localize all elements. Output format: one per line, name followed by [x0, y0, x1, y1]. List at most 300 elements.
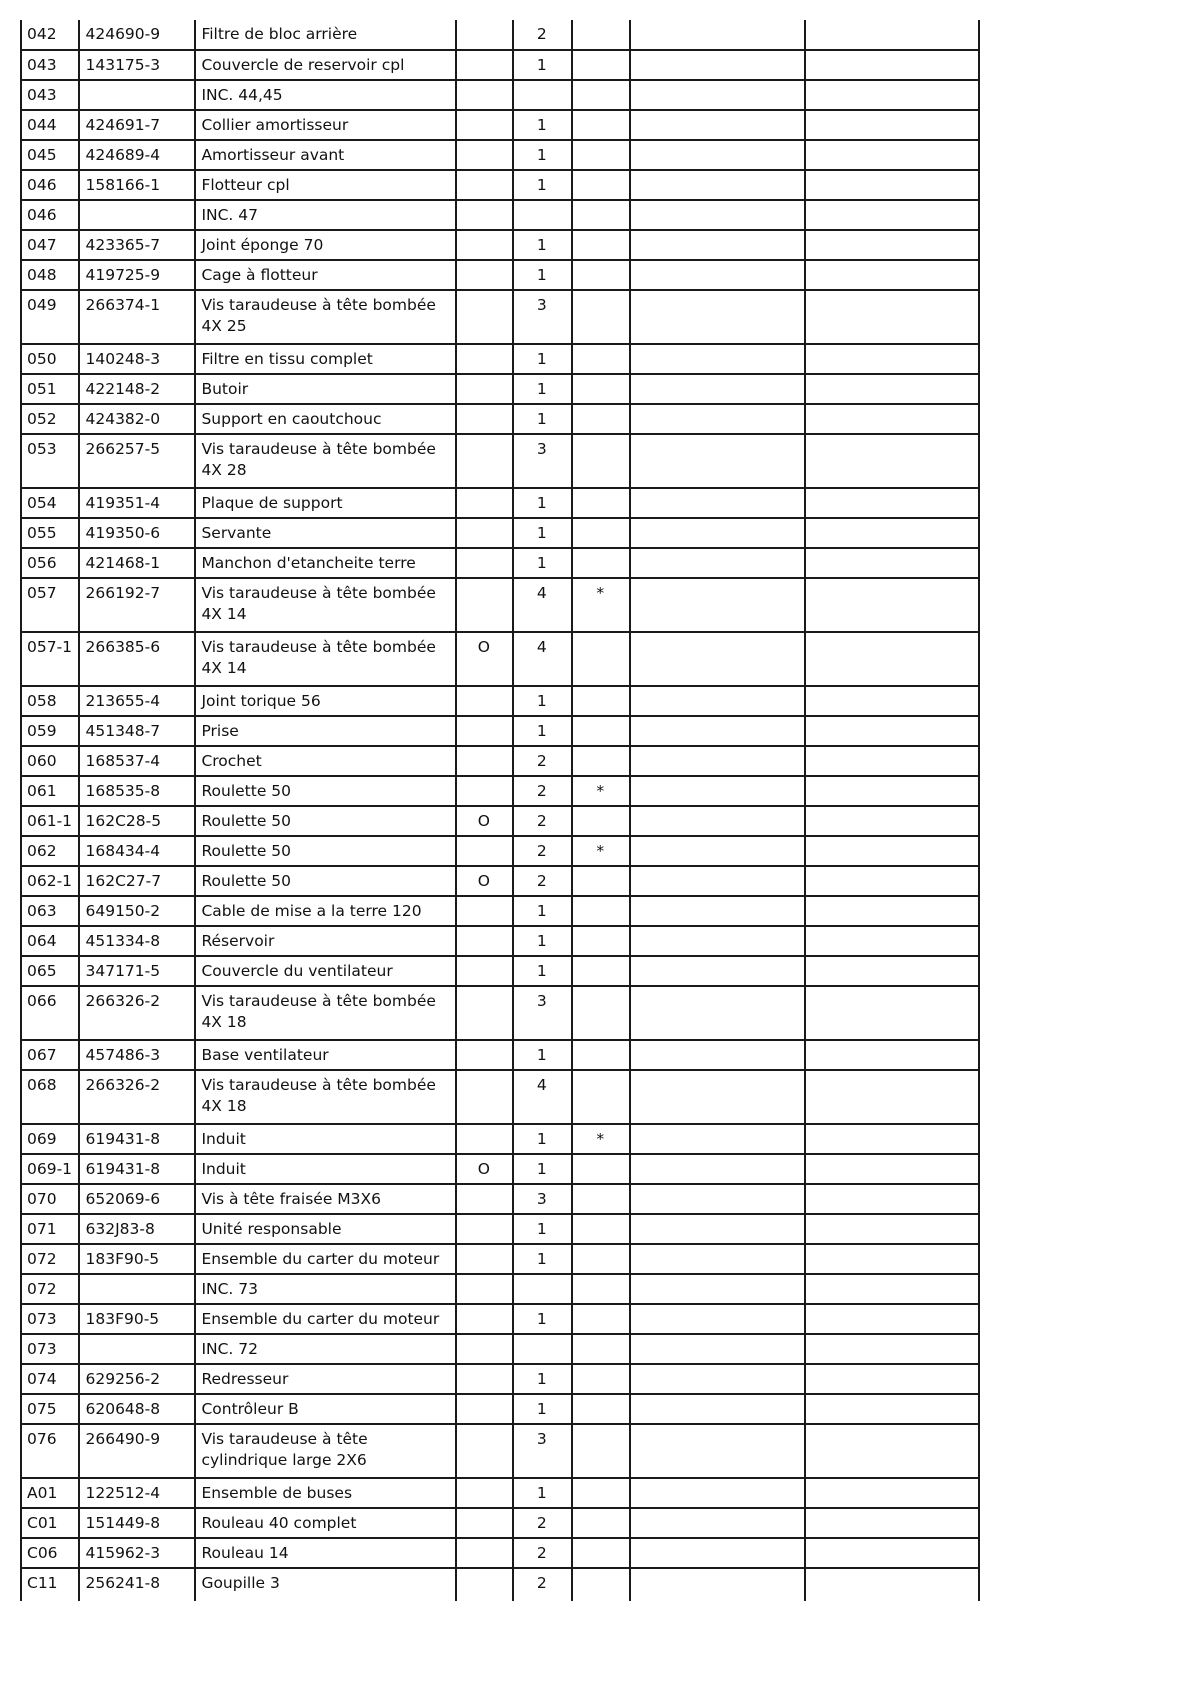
option-cell: [456, 1124, 513, 1154]
option-cell: [456, 140, 513, 170]
part-number-cell: 652069-6: [79, 1184, 195, 1214]
part-number-cell: 419725-9: [79, 260, 195, 290]
item-number-cell: 048: [21, 260, 79, 290]
marker-cell: [572, 1478, 630, 1508]
description-cell: Unité responsable: [195, 1214, 455, 1244]
item-number-cell: C06: [21, 1538, 79, 1568]
item-number-cell: 057-1: [21, 632, 79, 686]
blank-cell: [805, 80, 980, 110]
part-number-cell: [79, 80, 195, 110]
option-cell: [456, 926, 513, 956]
quantity-cell: 1: [513, 1040, 571, 1070]
item-number-cell: 062-1: [21, 866, 79, 896]
blank-cell: [805, 926, 980, 956]
blank-cell: [630, 806, 804, 836]
option-cell: O: [456, 632, 513, 686]
quantity-cell: 1: [513, 1124, 571, 1154]
option-cell: [456, 488, 513, 518]
blank-cell: [805, 260, 980, 290]
table-row: [21, 1244, 979, 1274]
blank-cell: [805, 1214, 980, 1244]
blank-cell: [805, 578, 980, 632]
item-number-cell: 071: [21, 1214, 79, 1244]
marker-cell: [572, 260, 630, 290]
option-cell: [456, 20, 513, 50]
blank-cell: [805, 866, 980, 896]
table-row: [21, 260, 979, 290]
item-number-cell: 069: [21, 1124, 79, 1154]
option-cell: [456, 548, 513, 578]
table-row: [21, 50, 979, 80]
blank-cell: [805, 956, 980, 986]
item-number-cell: 052: [21, 404, 79, 434]
table-row: [21, 686, 979, 716]
blank-cell: [805, 1070, 980, 1124]
marker-cell: [572, 1304, 630, 1334]
marker-cell: [572, 866, 630, 896]
part-number-cell: [79, 1334, 195, 1364]
part-number-cell: [79, 200, 195, 230]
quantity-cell: [513, 80, 571, 110]
option-cell: [456, 836, 513, 866]
part-number-cell: 632J83-8: [79, 1214, 195, 1244]
item-number-cell: 054: [21, 488, 79, 518]
part-number-cell: 162C27-7: [79, 866, 195, 896]
quantity-cell: 1: [513, 956, 571, 986]
part-number-cell: 183F90-5: [79, 1244, 195, 1274]
blank-cell: [630, 170, 804, 200]
description-cell: Ensemble de buses: [195, 1478, 455, 1508]
blank-cell: [805, 1040, 980, 1070]
table-row: [21, 1334, 979, 1364]
item-number-cell: 049: [21, 290, 79, 344]
blank-cell: [805, 1568, 980, 1601]
description-cell: Réservoir: [195, 926, 455, 956]
part-number-cell: 122512-4: [79, 1478, 195, 1508]
blank-cell: [630, 1244, 804, 1274]
option-cell: [456, 290, 513, 344]
blank-cell: [630, 1538, 804, 1568]
blank-cell: [630, 1124, 804, 1154]
part-number-cell: 183F90-5: [79, 1304, 195, 1334]
part-number-cell: 619431-8: [79, 1124, 195, 1154]
quantity-cell: [513, 200, 571, 230]
option-cell: O: [456, 866, 513, 896]
description-cell: Filtre de bloc arrière: [195, 20, 455, 50]
item-number-cell: A01: [21, 1478, 79, 1508]
quantity-cell: 2: [513, 20, 571, 50]
description-cell: Vis taraudeuse à tête bombée 4X 25: [195, 290, 455, 344]
part-number-cell: 347171-5: [79, 956, 195, 986]
blank-cell: [630, 488, 804, 518]
blank-cell: [630, 404, 804, 434]
option-cell: [456, 1334, 513, 1364]
item-number-cell: 051: [21, 374, 79, 404]
blank-cell: [805, 1274, 980, 1304]
marker-cell: [572, 230, 630, 260]
blank-cell: [805, 1244, 980, 1274]
table-row: [21, 956, 979, 986]
quantity-cell: 2: [513, 1538, 571, 1568]
table-row: [21, 488, 979, 518]
part-number-cell: 168434-4: [79, 836, 195, 866]
option-cell: [456, 200, 513, 230]
part-number-cell: 266490-9: [79, 1424, 195, 1478]
blank-cell: [805, 632, 980, 686]
table-row: [21, 110, 979, 140]
table-row: [21, 1124, 979, 1154]
marker-cell: [572, 1334, 630, 1364]
blank-cell: [805, 1538, 980, 1568]
table-row: [21, 170, 979, 200]
table-row: [21, 1304, 979, 1334]
blank-cell: [805, 896, 980, 926]
quantity-cell: 1: [513, 1154, 571, 1184]
part-number-cell: 266326-2: [79, 1070, 195, 1124]
table-row: [21, 926, 979, 956]
quantity-cell: 1: [513, 1304, 571, 1334]
option-cell: [456, 1070, 513, 1124]
quantity-cell: 2: [513, 1568, 571, 1601]
option-cell: [456, 518, 513, 548]
blank-cell: [630, 344, 804, 374]
blank-cell: [630, 578, 804, 632]
blank-cell: [630, 1478, 804, 1508]
option-cell: [456, 1214, 513, 1244]
option-cell: [456, 344, 513, 374]
blank-cell: [805, 488, 980, 518]
quantity-cell: 1: [513, 230, 571, 260]
blank-cell: [630, 686, 804, 716]
blank-cell: [805, 374, 980, 404]
part-number-cell: 451334-8: [79, 926, 195, 956]
marker-cell: *: [572, 578, 630, 632]
part-number-cell: 266257-5: [79, 434, 195, 488]
marker-cell: [572, 110, 630, 140]
blank-cell: [805, 230, 980, 260]
part-number-cell: 620648-8: [79, 1394, 195, 1424]
description-cell: Couvercle de reservoir cpl: [195, 50, 455, 80]
quantity-cell: 1: [513, 1394, 571, 1424]
marker-cell: [572, 548, 630, 578]
item-number-cell: 059: [21, 716, 79, 746]
description-cell: Roulette 50: [195, 866, 455, 896]
marker-cell: *: [572, 1124, 630, 1154]
description-cell: Manchon d'etancheite terre: [195, 548, 455, 578]
marker-cell: [572, 1508, 630, 1538]
part-number-cell: 457486-3: [79, 1040, 195, 1070]
description-cell: Vis taraudeuse à tête bombée 4X 14: [195, 578, 455, 632]
option-cell: [456, 956, 513, 986]
description-cell: Butoir: [195, 374, 455, 404]
blank-cell: [805, 1364, 980, 1394]
quantity-cell: 1: [513, 404, 571, 434]
blank-cell: [805, 200, 980, 230]
quantity-cell: 1: [513, 926, 571, 956]
blank-cell: [630, 1214, 804, 1244]
description-cell: Couvercle du ventilateur: [195, 956, 455, 986]
quantity-cell: 4: [513, 578, 571, 632]
description-cell: INC. 47: [195, 200, 455, 230]
description-cell: Flotteur cpl: [195, 170, 455, 200]
table-row: [21, 374, 979, 404]
marker-cell: [572, 1424, 630, 1478]
table-row: [21, 632, 979, 686]
blank-cell: [805, 986, 980, 1040]
part-number-cell: [79, 1274, 195, 1304]
quantity-cell: 1: [513, 548, 571, 578]
blank-cell: [630, 986, 804, 1040]
quantity-cell: 1: [513, 1214, 571, 1244]
description-cell: INC. 73: [195, 1274, 455, 1304]
blank-cell: [805, 140, 980, 170]
blank-cell: [630, 1040, 804, 1070]
option-cell: [456, 1244, 513, 1274]
item-number-cell: 069-1: [21, 1154, 79, 1184]
quantity-cell: 2: [513, 746, 571, 776]
blank-cell: [630, 746, 804, 776]
blank-cell: [805, 836, 980, 866]
description-cell: Joint éponge 70: [195, 230, 455, 260]
marker-cell: [572, 1568, 630, 1601]
table-row: [21, 200, 979, 230]
description-cell: Vis taraudeuse à tête bombée 4X 14: [195, 632, 455, 686]
table-row: [21, 986, 979, 1040]
part-number-cell: 415962-3: [79, 1538, 195, 1568]
blank-cell: [630, 632, 804, 686]
option-cell: [456, 260, 513, 290]
blank-cell: [805, 50, 980, 80]
marker-cell: [572, 1184, 630, 1214]
marker-cell: [572, 632, 630, 686]
marker-cell: [572, 518, 630, 548]
table-row: [21, 1184, 979, 1214]
item-number-cell: 073: [21, 1304, 79, 1334]
table-row: [21, 1040, 979, 1070]
option-cell: [456, 1394, 513, 1424]
blank-cell: [630, 1364, 804, 1394]
option-cell: [456, 434, 513, 488]
part-number-cell: 422148-2: [79, 374, 195, 404]
quantity-cell: 4: [513, 1070, 571, 1124]
option-cell: [456, 1568, 513, 1601]
marker-cell: [572, 488, 630, 518]
item-number-cell: 043: [21, 80, 79, 110]
item-number-cell: 068: [21, 1070, 79, 1124]
marker-cell: *: [572, 776, 630, 806]
option-cell: [456, 1424, 513, 1478]
blank-cell: [805, 290, 980, 344]
option-cell: [456, 1508, 513, 1538]
blank-cell: [630, 434, 804, 488]
quantity-cell: 1: [513, 374, 571, 404]
description-cell: Contrôleur B: [195, 1394, 455, 1424]
blank-cell: [805, 716, 980, 746]
quantity-cell: 2: [513, 806, 571, 836]
table-row: [21, 1394, 979, 1424]
blank-cell: [805, 1424, 980, 1478]
blank-cell: [630, 200, 804, 230]
table-row: [21, 716, 979, 746]
description-cell: Redresseur: [195, 1364, 455, 1394]
marker-cell: *: [572, 836, 630, 866]
blank-cell: [805, 434, 980, 488]
table-row: [21, 1478, 979, 1508]
item-number-cell: 067: [21, 1040, 79, 1070]
quantity-cell: 2: [513, 776, 571, 806]
description-cell: Collier amortisseur: [195, 110, 455, 140]
marker-cell: [572, 374, 630, 404]
item-number-cell: 066: [21, 986, 79, 1040]
item-number-cell: 044: [21, 110, 79, 140]
option-cell: [456, 1274, 513, 1304]
table-row: [21, 230, 979, 260]
blank-cell: [630, 548, 804, 578]
item-number-cell: 064: [21, 926, 79, 956]
blank-cell: [630, 1274, 804, 1304]
quantity-cell: 4: [513, 632, 571, 686]
quantity-cell: 2: [513, 866, 571, 896]
quantity-cell: 3: [513, 986, 571, 1040]
table-row: [21, 404, 979, 434]
marker-cell: [572, 956, 630, 986]
part-number-cell: 168537-4: [79, 746, 195, 776]
item-number-cell: 074: [21, 1364, 79, 1394]
blank-cell: [805, 1184, 980, 1214]
option-cell: O: [456, 806, 513, 836]
blank-cell: [630, 956, 804, 986]
table-row: [21, 1364, 979, 1394]
marker-cell: [572, 434, 630, 488]
table-row: [21, 746, 979, 776]
description-cell: Induit: [195, 1124, 455, 1154]
marker-cell: [572, 1364, 630, 1394]
blank-cell: [630, 110, 804, 140]
quantity-cell: 2: [513, 836, 571, 866]
table-row: [21, 578, 979, 632]
item-number-cell: 056: [21, 548, 79, 578]
marker-cell: [572, 896, 630, 926]
table-row: [21, 1154, 979, 1184]
item-number-cell: 058: [21, 686, 79, 716]
description-cell: Cage à flotteur: [195, 260, 455, 290]
table-row: [21, 1424, 979, 1478]
blank-cell: [630, 518, 804, 548]
option-cell: [456, 374, 513, 404]
parts-table: [20, 20, 980, 1601]
item-number-cell: 060: [21, 746, 79, 776]
part-number-cell: 423365-7: [79, 230, 195, 260]
table-row: [21, 1538, 979, 1568]
description-cell: Rouleau 14: [195, 1538, 455, 1568]
description-cell: Amortisseur avant: [195, 140, 455, 170]
blank-cell: [630, 290, 804, 344]
blank-cell: [805, 806, 980, 836]
blank-cell: [630, 20, 804, 50]
item-number-cell: 046: [21, 170, 79, 200]
table-row: [21, 140, 979, 170]
marker-cell: [572, 686, 630, 716]
table-row: [21, 806, 979, 836]
blank-cell: [630, 896, 804, 926]
part-number-cell: 266326-2: [79, 986, 195, 1040]
marker-cell: [572, 140, 630, 170]
blank-cell: [805, 1334, 980, 1364]
table-row: [21, 896, 979, 926]
blank-cell: [630, 1070, 804, 1124]
blank-cell: [805, 1304, 980, 1334]
part-number-cell: 424382-0: [79, 404, 195, 434]
item-number-cell: 061: [21, 776, 79, 806]
description-cell: Roulette 50: [195, 776, 455, 806]
part-number-cell: 424689-4: [79, 140, 195, 170]
quantity-cell: 3: [513, 1184, 571, 1214]
item-number-cell: 046: [21, 200, 79, 230]
quantity-cell: 1: [513, 170, 571, 200]
quantity-cell: [513, 1334, 571, 1364]
quantity-cell: 1: [513, 716, 571, 746]
item-number-cell: 072: [21, 1274, 79, 1304]
description-cell: Induit: [195, 1154, 455, 1184]
option-cell: [456, 1538, 513, 1568]
blank-cell: [630, 50, 804, 80]
table-row: [21, 548, 979, 578]
blank-cell: [630, 1568, 804, 1601]
part-number-cell: 140248-3: [79, 344, 195, 374]
option-cell: [456, 170, 513, 200]
marker-cell: [572, 1274, 630, 1304]
marker-cell: [572, 20, 630, 50]
description-cell: Joint torique 56: [195, 686, 455, 716]
option-cell: [456, 896, 513, 926]
description-cell: Ensemble du carter du moteur: [195, 1244, 455, 1274]
part-number-cell: 158166-1: [79, 170, 195, 200]
description-cell: Cable de mise a la terre 120: [195, 896, 455, 926]
option-cell: [456, 1364, 513, 1394]
quantity-cell: 1: [513, 686, 571, 716]
table-row: [21, 290, 979, 344]
parts-list-page: [20, 20, 980, 1601]
blank-cell: [805, 686, 980, 716]
blank-cell: [630, 260, 804, 290]
quantity-cell: 1: [513, 1478, 571, 1508]
marker-cell: [572, 716, 630, 746]
blank-cell: [805, 110, 980, 140]
description-cell: Vis taraudeuse à tête cylindrique large 2X6: [195, 1424, 455, 1478]
option-cell: [456, 578, 513, 632]
description-cell: Ensemble du carter du moteur: [195, 1304, 455, 1334]
quantity-cell: 1: [513, 140, 571, 170]
marker-cell: [572, 200, 630, 230]
table-row: [21, 1214, 979, 1244]
quantity-cell: 1: [513, 518, 571, 548]
option-cell: [456, 110, 513, 140]
part-number-cell: 266192-7: [79, 578, 195, 632]
item-number-cell: 061-1: [21, 806, 79, 836]
description-cell: Base ventilateur: [195, 1040, 455, 1070]
description-cell: Filtre en tissu complet: [195, 344, 455, 374]
blank-cell: [630, 140, 804, 170]
description-cell: Roulette 50: [195, 836, 455, 866]
quantity-cell: 3: [513, 1424, 571, 1478]
description-cell: Vis taraudeuse à tête bombée 4X 18: [195, 986, 455, 1040]
blank-cell: [805, 170, 980, 200]
marker-cell: [572, 1154, 630, 1184]
part-number-cell: 168535-8: [79, 776, 195, 806]
item-number-cell: 047: [21, 230, 79, 260]
option-cell: [456, 716, 513, 746]
description-cell: INC. 72: [195, 1334, 455, 1364]
